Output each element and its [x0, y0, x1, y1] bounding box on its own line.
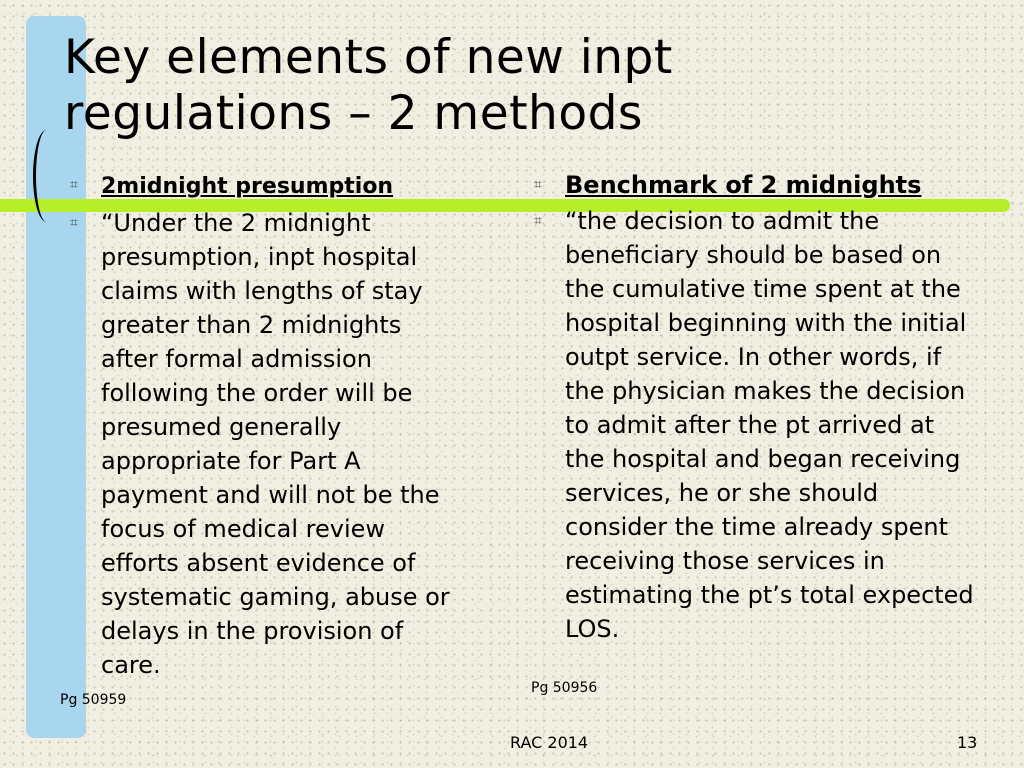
slide-title: [64, 30, 964, 142]
square-cross-bullet-icon: ⌗: [70, 215, 78, 231]
left-body: “Under the 2 midnight presumption, inpt hospital claims with lengths of stay greater than 2 midnights after formal admission following the order will be presumed generally appropriate for Part A payment and will not be the focus of medical review efforts absent evidence of systematic gaming, abuse or delays in the provision of care.: [101, 209, 450, 679]
left-column: [70, 168, 450, 684]
right-body-item: [534, 204, 974, 646]
square-cross-bullet-icon: ⌗: [534, 213, 542, 229]
left-heading-item: [70, 168, 450, 204]
decorative-bracket: [33, 130, 60, 222]
slide-number: 13: [957, 733, 978, 752]
right-body: “the decision to admit the beneficiary should be based on the cumulative time spent at the hospital beginning with the initial outpt service. In other words, if the physician makes the decision to admit after the pt arrived at the hospital and began receiving services, he or she should consider the time already spent receiving those services in estimating the pt’s total expected LOS.: [565, 207, 974, 643]
right-heading-item: [534, 168, 974, 202]
left-heading: 2midnight presumption: [101, 174, 394, 199]
slide-title-line-1: Key elements of new inpt: [64, 30, 673, 85]
right-column: [534, 168, 974, 648]
slide-title-line-2: regulations – 2 methods: [64, 86, 643, 141]
left-page-reference: Pg 50959: [60, 692, 127, 708]
footer-text: RAC 2014: [510, 733, 589, 752]
square-cross-bullet-icon: ⌗: [70, 177, 78, 193]
left-body-item: [70, 206, 450, 682]
right-page-reference: Pg 50956: [531, 680, 598, 696]
right-heading: Benchmark of 2 midnights: [565, 171, 922, 199]
square-cross-bullet-icon: ⌗: [534, 177, 542, 193]
